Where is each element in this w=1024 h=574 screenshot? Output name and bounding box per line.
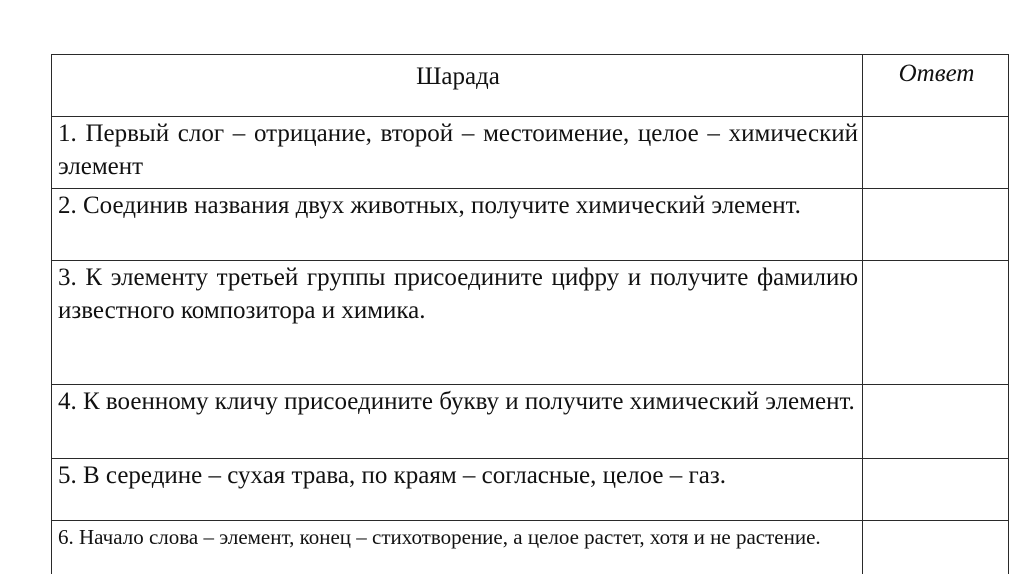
table-row — [52, 385, 1009, 459]
riddle-text: 6. Начало слова – элемент, конец – стихотворение, а целое растет, хотя и не растение. — [52, 521, 863, 574]
riddle-text: 2. Соединив названия двух животных, получите химический элемент. — [52, 189, 863, 261]
riddle-text: 5. В середине – сухая трава, по краям – согласные, целое – газ. — [52, 459, 863, 521]
table-row — [52, 189, 1009, 261]
answer-cell[interactable] — [863, 261, 1009, 385]
riddle-text: 4. К военному кличу присоедините букву и получите химический элемент. — [52, 385, 863, 459]
answer-column-header: Ответ — [863, 55, 1009, 117]
answer-cell[interactable] — [863, 459, 1009, 521]
table-row — [52, 521, 1009, 574]
table-row — [52, 117, 1009, 189]
answer-cell[interactable] — [863, 521, 1009, 574]
answer-cell[interactable] — [863, 189, 1009, 261]
charade-table — [51, 54, 1009, 574]
answer-cell[interactable] — [863, 385, 1009, 459]
riddle-text: 3. К элементу третьей группы присоедините цифру и получите фамилию известного композитора и химика. — [52, 261, 863, 385]
table-header-row — [52, 55, 1009, 117]
table-row — [52, 459, 1009, 521]
riddle-text: 1. Первый слог – отрицание, второй – местоимение, целое – химический элемент — [52, 117, 863, 189]
riddle-column-header: Шарада — [52, 55, 863, 117]
table-row — [52, 261, 1009, 385]
answer-cell[interactable] — [863, 117, 1009, 189]
